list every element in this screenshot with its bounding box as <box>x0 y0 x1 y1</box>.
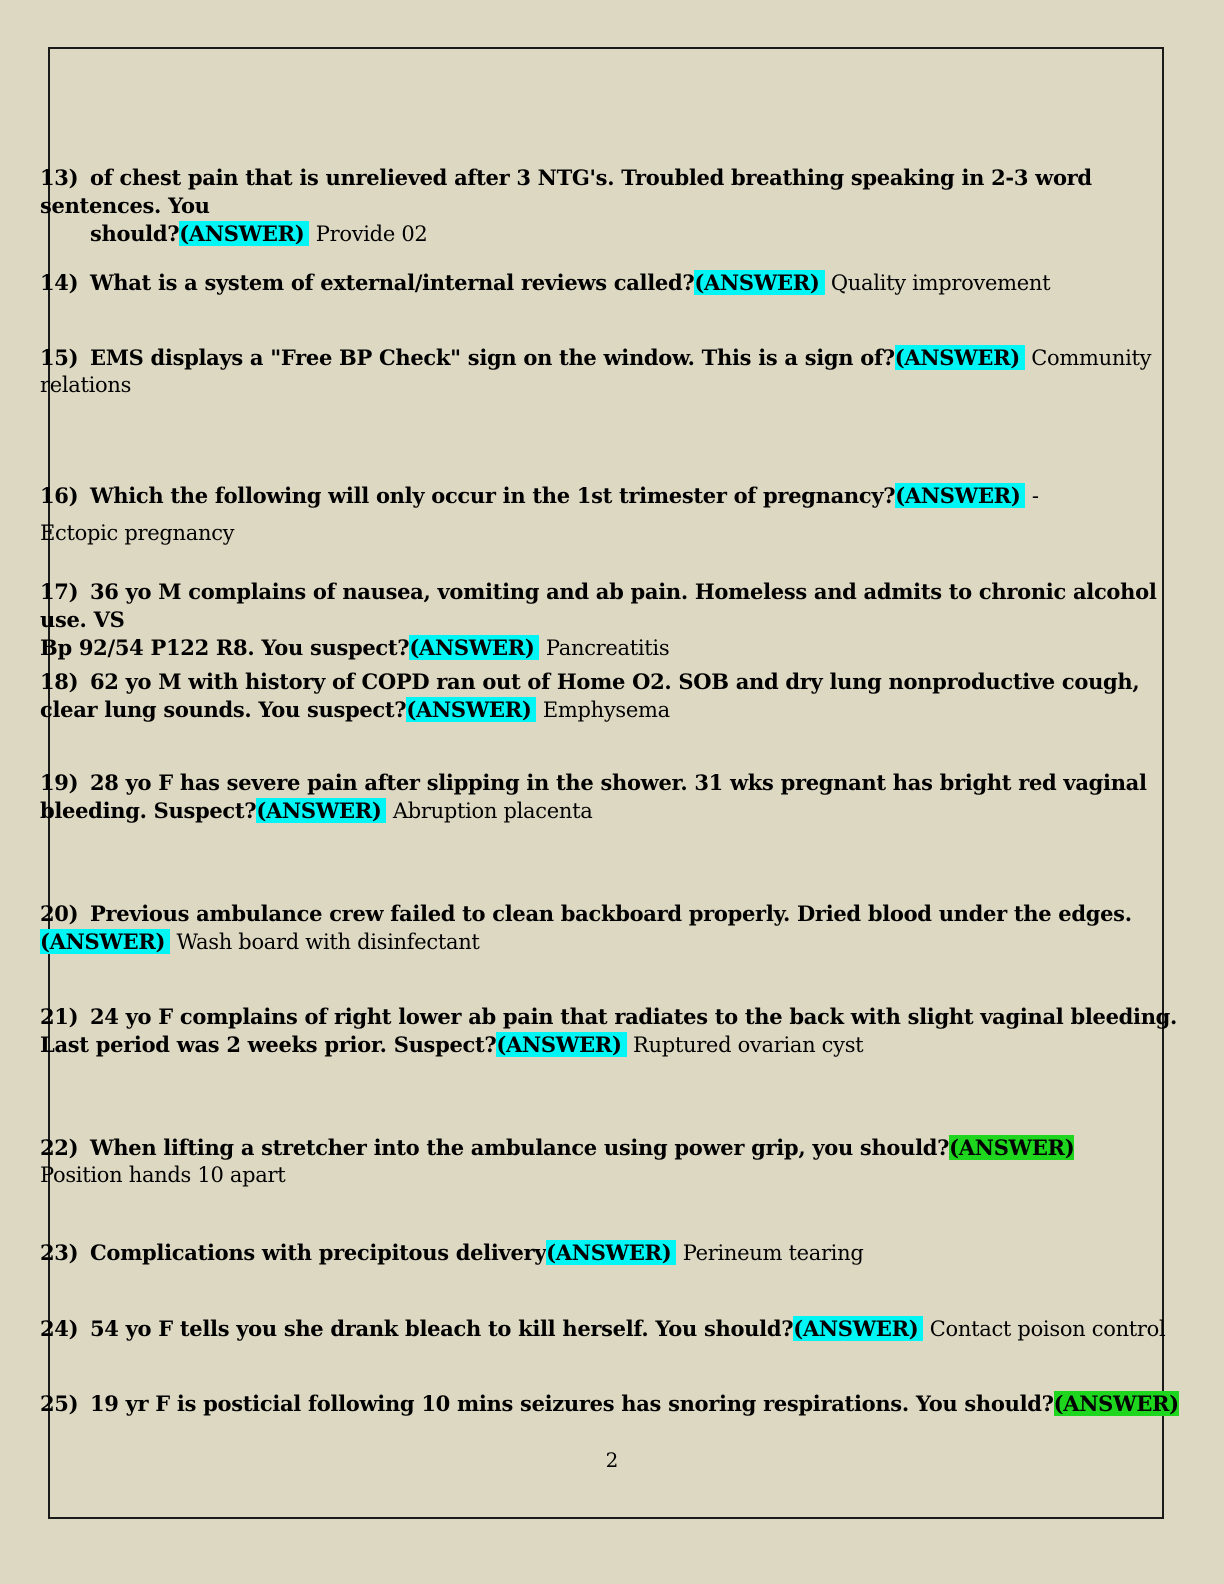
answer-tag: (ANSWER) <box>40 929 170 954</box>
question-16 <box>40 482 1184 547</box>
answer-text: Wash board with disinfectant <box>170 930 480 954</box>
answer-text: Emphysema <box>536 698 670 722</box>
answer-text: Ectopic pregnancy <box>40 521 235 545</box>
question-text: 24 yo F complains of right lower ab pain that radiates to the back with slight vaginal bleeding. <box>90 1004 1178 1029</box>
question-22 <box>40 1134 1184 1189</box>
answer-text: Contact poison control <box>923 1317 1166 1341</box>
question-21 <box>40 1003 1184 1059</box>
question-text: Complications with precipitous delivery <box>90 1240 547 1265</box>
question-25 <box>40 1390 1184 1418</box>
answer-text: Community <box>1024 346 1152 370</box>
question-number: 25) <box>40 1391 79 1416</box>
answer-tag: (ANSWER) <box>694 270 824 295</box>
question-number: 17) <box>40 579 79 604</box>
question-number: 20) <box>40 901 79 926</box>
question-14 <box>40 269 1184 297</box>
question-text: Previous ambulance crew failed to clean backboard properly. Dried blood under the edges. <box>90 901 1132 926</box>
question-number: 23) <box>40 1240 79 1265</box>
answer-text: Abruption placenta <box>386 799 593 823</box>
answer-tag: (ANSWER) <box>496 1032 626 1057</box>
question-text: should? <box>90 221 180 246</box>
question-24 <box>40 1315 1184 1343</box>
question-text: bleeding. Suspect? <box>40 798 257 823</box>
answer-tag: (ANSWER) <box>409 635 539 660</box>
question-text: When lifting a stretcher into the ambulance using power grip, you should? <box>90 1135 950 1160</box>
question-number: 16) <box>40 483 79 508</box>
question-number: 18) <box>40 669 79 694</box>
answer-tag: (ANSWER) <box>179 221 309 246</box>
question-19 <box>40 769 1184 825</box>
question-number: 15) <box>40 345 79 370</box>
question-17 <box>40 578 1184 662</box>
answer-tag: (ANSWER) <box>1053 1391 1179 1416</box>
question-13 <box>40 164 1184 248</box>
question-18 <box>40 668 1184 724</box>
answer-text: Ruptured ovarian cyst <box>626 1033 864 1057</box>
answer-text-continued: relations <box>40 373 132 397</box>
question-text: 62 yo M with history of COPD ran out of Home O2. SOB and dry lung nonproductive cough, <box>90 669 1140 694</box>
question-number: 24) <box>40 1316 79 1341</box>
answer-tag: (ANSWER) <box>256 798 386 823</box>
question-text: Bp 92/54 P122 R8. You suspect? <box>40 635 410 660</box>
question-text: Which the following will only occur in the 1st trimester of pregnancy? <box>90 483 896 508</box>
question-number: 19) <box>40 770 79 795</box>
question-text: 28 yo F has severe pain after slipping in the shower. 31 wks pregnant has bright red vaginal <box>90 770 1147 795</box>
answer-tag: (ANSWER) <box>895 483 1025 508</box>
question-20 <box>40 900 1184 956</box>
question-number: 22) <box>40 1135 79 1160</box>
answer-tag: (ANSWER) <box>546 1240 676 1265</box>
answer-tag: (ANSWER) <box>949 1135 1075 1160</box>
answer-separator: - <box>1025 484 1039 508</box>
answer-tag: (ANSWER) <box>793 1316 923 1341</box>
question-23 <box>40 1239 1184 1267</box>
question-text: What is a system of external/internal reviews called? <box>90 270 695 295</box>
answer-text: Pancreatitis <box>539 636 670 660</box>
question-text: EMS displays a "Free BP Check" sign on the window. This is a sign of? <box>90 345 895 370</box>
question-number: 14) <box>40 270 79 295</box>
question-text: 54 yo F tells you she drank bleach to kill herself. You should? <box>90 1316 794 1341</box>
page-number: 2 <box>605 1448 619 1472</box>
answer-text: Perineum tearing <box>676 1241 864 1265</box>
question-text: clear lung sounds. You suspect? <box>40 697 407 722</box>
question-text: of chest pain that is unrelieved after 3 NTG's. Troubled breathing speaking in 2-3 word sentences. You <box>40 165 1092 218</box>
question-text: Last period was 2 weeks prior. Suspect? <box>40 1032 497 1057</box>
question-number: 13) <box>40 165 79 190</box>
answer-tag: (ANSWER) <box>895 345 1025 370</box>
question-number: 21) <box>40 1004 79 1029</box>
question-text: 19 yr F is posticial following 10 mins seizures has snoring respirations. You should? <box>90 1391 1054 1416</box>
question-15 <box>40 344 1184 399</box>
answer-text: Provide 02 <box>309 222 428 246</box>
answer-text: Position hands 10 apart <box>40 1163 286 1187</box>
answer-text: Quality improvement <box>824 271 1051 295</box>
answer-tag: (ANSWER) <box>406 697 536 722</box>
question-text: 36 yo M complains of nausea, vomiting and ab pain. Homeless and admits to chronic alcohol use. VS <box>40 579 1157 632</box>
